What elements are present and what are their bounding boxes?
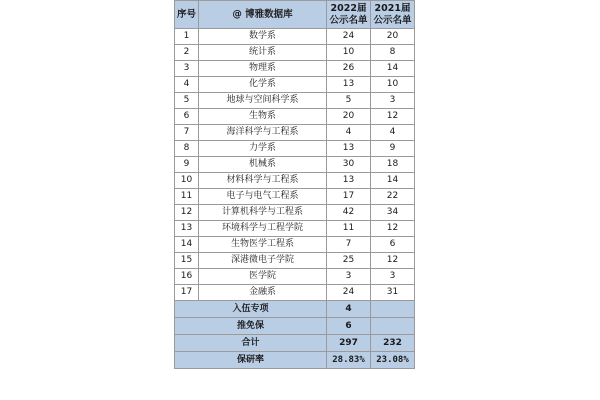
cell-index: 8 bbox=[175, 141, 199, 157]
table-row bbox=[175, 221, 415, 237]
cell-2021: 6 bbox=[371, 237, 415, 253]
table-header-row bbox=[175, 1, 415, 29]
summary-y2022: 4 bbox=[327, 301, 371, 318]
cell-2022: 17 bbox=[327, 189, 371, 205]
cell-2022: 20 bbox=[327, 109, 371, 125]
summary-y2022: 297 bbox=[327, 335, 371, 352]
cell-index: 12 bbox=[175, 205, 199, 221]
cell-2022: 5 bbox=[327, 93, 371, 109]
table-row bbox=[175, 157, 415, 173]
cell-index: 17 bbox=[175, 285, 199, 301]
cell-department: 物理系 bbox=[199, 61, 327, 77]
cell-2022: 13 bbox=[327, 173, 371, 189]
cell-index: 16 bbox=[175, 269, 199, 285]
table-row bbox=[175, 205, 415, 221]
header-index: 序号 bbox=[175, 1, 199, 29]
header-2022-line1: 2022届 bbox=[330, 2, 367, 14]
cell-2022: 42 bbox=[327, 205, 371, 221]
summary-y2021 bbox=[371, 318, 415, 335]
cell-index: 6 bbox=[175, 109, 199, 125]
cell-department: 数学系 bbox=[199, 29, 327, 45]
table-body bbox=[175, 29, 415, 369]
cell-2022: 24 bbox=[327, 285, 371, 301]
cell-2021: 18 bbox=[371, 157, 415, 173]
summary-y2022: 28.83% bbox=[327, 352, 371, 369]
table-container bbox=[174, 0, 414, 369]
summary-row bbox=[175, 301, 415, 318]
cell-2021: 10 bbox=[371, 77, 415, 93]
cell-2022: 3 bbox=[327, 269, 371, 285]
cell-2022: 13 bbox=[327, 77, 371, 93]
cell-2021: 12 bbox=[371, 221, 415, 237]
summary-label: 入伍专项 bbox=[175, 301, 327, 318]
cell-2021: 14 bbox=[371, 61, 415, 77]
header-2021 bbox=[371, 1, 415, 29]
header-2021-line1: 2021届 bbox=[374, 2, 411, 14]
table-row bbox=[175, 141, 415, 157]
table-row bbox=[175, 125, 415, 141]
table-row bbox=[175, 237, 415, 253]
cell-department: 海洋科学与工程系 bbox=[199, 125, 327, 141]
cell-department: 生物系 bbox=[199, 109, 327, 125]
header-name: @ 博雅数据库 bbox=[199, 1, 327, 29]
cell-2021: 31 bbox=[371, 285, 415, 301]
cell-2022: 4 bbox=[327, 125, 371, 141]
table-row bbox=[175, 61, 415, 77]
summary-row bbox=[175, 352, 415, 369]
cell-index: 9 bbox=[175, 157, 199, 173]
cell-2021: 3 bbox=[371, 93, 415, 109]
table-row bbox=[175, 77, 415, 93]
cell-index: 7 bbox=[175, 125, 199, 141]
cell-2022: 7 bbox=[327, 237, 371, 253]
cell-department: 深港微电子学院 bbox=[199, 253, 327, 269]
header-2021-line2: 公示名单 bbox=[373, 14, 412, 26]
table-row bbox=[175, 269, 415, 285]
cell-2021: 8 bbox=[371, 45, 415, 61]
cell-department: 生物医学工程系 bbox=[199, 237, 327, 253]
table-row bbox=[175, 173, 415, 189]
summary-label: 保研率 bbox=[175, 352, 327, 369]
cell-department: 金融系 bbox=[199, 285, 327, 301]
table-row bbox=[175, 93, 415, 109]
cell-department: 化学系 bbox=[199, 77, 327, 93]
cell-index: 13 bbox=[175, 221, 199, 237]
cell-2021: 14 bbox=[371, 173, 415, 189]
summary-y2022: 6 bbox=[327, 318, 371, 335]
cell-department: 材料科学与工程系 bbox=[199, 173, 327, 189]
cell-2021: 12 bbox=[371, 109, 415, 125]
cell-2022: 10 bbox=[327, 45, 371, 61]
summary-y2021: 23.08% bbox=[371, 352, 415, 369]
summary-row bbox=[175, 335, 415, 352]
summary-y2021 bbox=[371, 301, 415, 318]
cell-department: 计算机科学与工程系 bbox=[199, 205, 327, 221]
cell-department: 环境科学与工程学院 bbox=[199, 221, 327, 237]
cell-department: 机械系 bbox=[199, 157, 327, 173]
summary-label: 推免保 bbox=[175, 318, 327, 335]
table-row bbox=[175, 253, 415, 269]
quota-table bbox=[174, 0, 415, 369]
cell-index: 15 bbox=[175, 253, 199, 269]
cell-2022: 11 bbox=[327, 221, 371, 237]
cell-index: 10 bbox=[175, 173, 199, 189]
cell-2022: 13 bbox=[327, 141, 371, 157]
table-row bbox=[175, 29, 415, 45]
cell-2021: 20 bbox=[371, 29, 415, 45]
cell-2021: 12 bbox=[371, 253, 415, 269]
cell-index: 3 bbox=[175, 61, 199, 77]
summary-row bbox=[175, 318, 415, 335]
cell-index: 4 bbox=[175, 77, 199, 93]
cell-index: 1 bbox=[175, 29, 199, 45]
table-row bbox=[175, 45, 415, 61]
header-2022-line2: 公示名单 bbox=[329, 14, 368, 26]
cell-index: 11 bbox=[175, 189, 199, 205]
table-row bbox=[175, 109, 415, 125]
summary-label: 合计 bbox=[175, 335, 327, 352]
header-2022 bbox=[327, 1, 371, 29]
cell-2021: 3 bbox=[371, 269, 415, 285]
cell-department: 统计系 bbox=[199, 45, 327, 61]
cell-department: 地球与空间科学系 bbox=[199, 93, 327, 109]
cell-2022: 26 bbox=[327, 61, 371, 77]
cell-index: 14 bbox=[175, 237, 199, 253]
cell-2021: 22 bbox=[371, 189, 415, 205]
cell-2022: 24 bbox=[327, 29, 371, 45]
cell-2021: 4 bbox=[371, 125, 415, 141]
cell-2022: 25 bbox=[327, 253, 371, 269]
cell-2021: 9 bbox=[371, 141, 415, 157]
cell-department: 力学系 bbox=[199, 141, 327, 157]
cell-index: 2 bbox=[175, 45, 199, 61]
cell-2022: 30 bbox=[327, 157, 371, 173]
table-row bbox=[175, 285, 415, 301]
table-row bbox=[175, 189, 415, 205]
summary-y2021: 232 bbox=[371, 335, 415, 352]
cell-department: 电子与电气工程系 bbox=[199, 189, 327, 205]
cell-department: 医学院 bbox=[199, 269, 327, 285]
cell-2021: 34 bbox=[371, 205, 415, 221]
cell-index: 5 bbox=[175, 93, 199, 109]
